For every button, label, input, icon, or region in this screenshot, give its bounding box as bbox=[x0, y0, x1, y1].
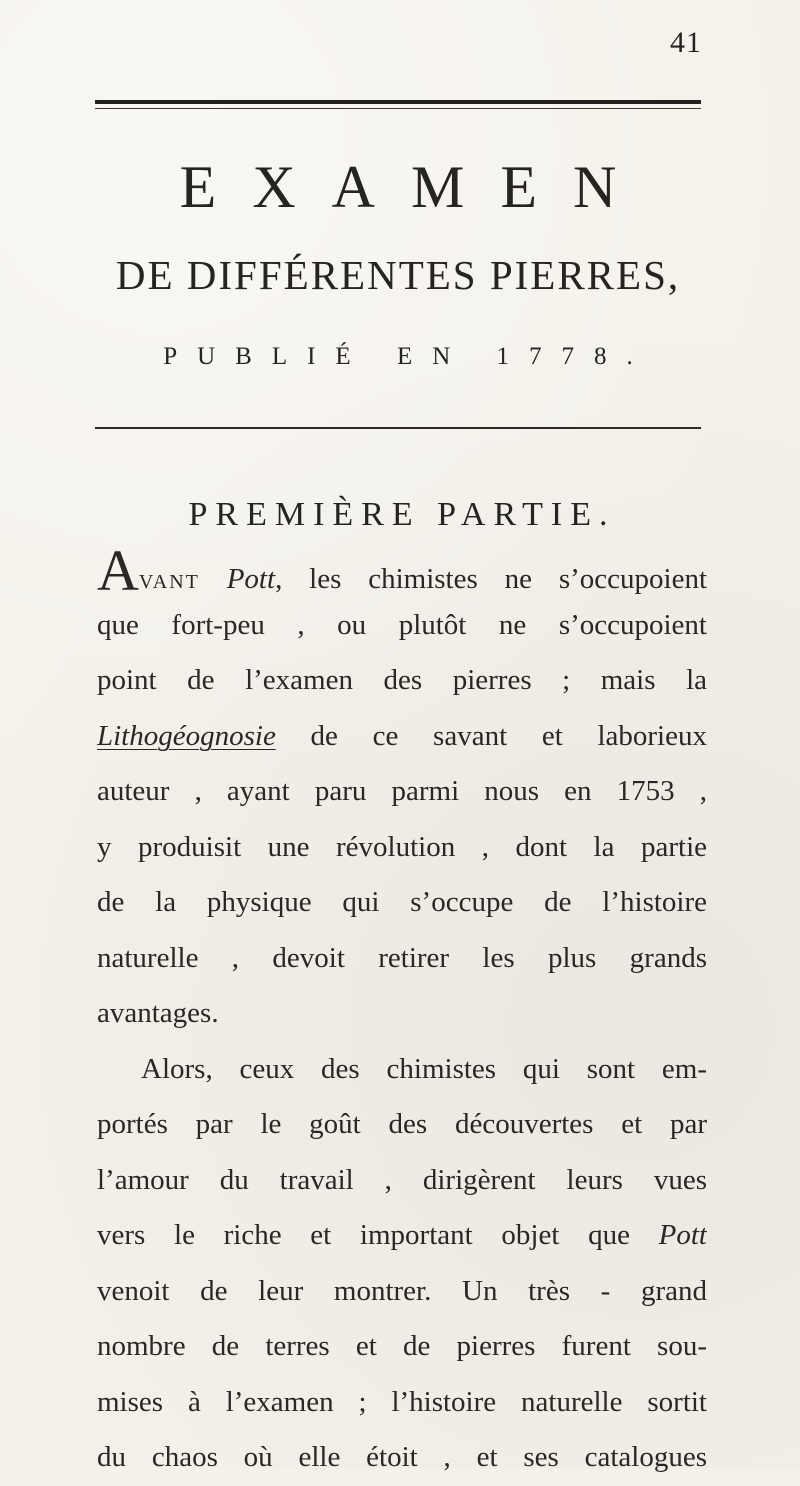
text-line: auteur , ayant paru parmi nous en 1753 , bbox=[97, 775, 707, 807]
text-line: de la physique qui s’occupe de l’histoire bbox=[97, 886, 707, 918]
text-line: l’amour du travail , dirigèrent leurs vues bbox=[97, 1163, 707, 1196]
text-line: y produisit une révolution , dont la partie bbox=[97, 830, 707, 863]
text-line: Alors, ceux des chimistes qui sont em- bbox=[141, 1052, 707, 1085]
text-segment: vers le riche et important objet que bbox=[97, 1219, 659, 1251]
top-rule bbox=[95, 100, 701, 104]
text-line: naturelle , devoit retirer les plus grands bbox=[97, 941, 707, 974]
text-line bbox=[97, 542, 707, 598]
text-segment: , les chimistes ne s’occupoient bbox=[275, 563, 707, 595]
top-rule-thin bbox=[95, 108, 701, 109]
text-segment: de ce savant et laborieux bbox=[275, 719, 707, 752]
text-line: point de l’examen des pierres ; mais la bbox=[97, 664, 707, 696]
small-caps-word: VANT bbox=[138, 571, 200, 593]
text-line bbox=[97, 1208, 707, 1264]
author-name: Pott bbox=[226, 563, 276, 595]
author-name: Pott bbox=[658, 1219, 707, 1251]
text-line: venoit de leur montrer. Un très - grand bbox=[97, 1274, 707, 1307]
text-line: avantages. bbox=[97, 997, 219, 1029]
chapter-subtitle: DE DIFFÉRENTES PIERRES, bbox=[115, 252, 681, 298]
chapter-title: EXAMEN bbox=[179, 154, 653, 220]
text-line: mises à l’examen ; l’histoire naturelle sortit bbox=[97, 1385, 707, 1418]
drop-cap: A bbox=[97, 542, 139, 598]
text-line: nombre de terres et de pierres furent sou- bbox=[97, 1330, 707, 1362]
text-line: que fort-peu , ou plutôt ne s’occupoient bbox=[97, 608, 707, 641]
text-line: portés par le goût des découvertes et par bbox=[97, 1108, 707, 1140]
book-title: Lithogéognosie bbox=[97, 719, 276, 752]
text-line: du chaos où elle étoit , et ses catalogues bbox=[97, 1441, 707, 1473]
body-text bbox=[97, 542, 707, 1486]
part-heading: PREMIÈRE PARTIE. bbox=[188, 496, 616, 533]
middle-rule bbox=[95, 427, 701, 429]
text-line bbox=[97, 709, 707, 765]
page-number: 41 bbox=[670, 26, 702, 59]
publication-line: PUBLIÉ EN 1778. bbox=[163, 343, 653, 370]
